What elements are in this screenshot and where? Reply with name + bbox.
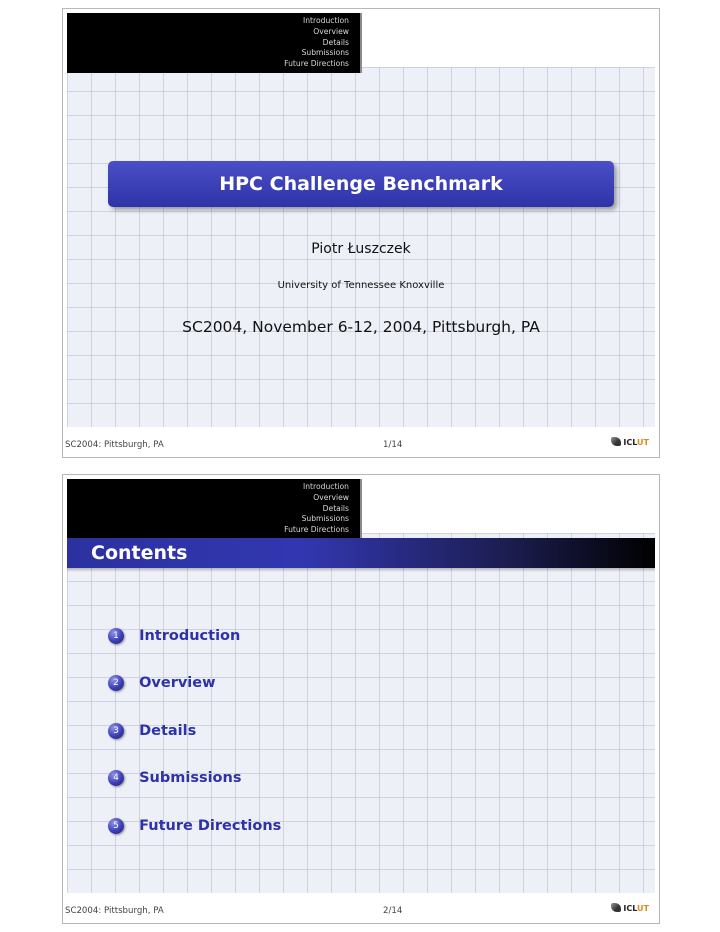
headline-divider <box>360 13 362 73</box>
toc-item-label[interactable]: Introduction <box>139 627 241 644</box>
slide-1 <box>62 8 660 458</box>
logo-icl-text: ICL <box>623 438 638 447</box>
section-number-ball-icon: 2 <box>108 675 124 691</box>
frame-title: Contents <box>91 542 188 564</box>
author-name: Piotr Łuszczek <box>311 241 411 257</box>
nav-item-submissions[interactable]: Submissions <box>301 48 349 58</box>
footer-location: SC2004: Pittsburgh, PA <box>65 440 164 450</box>
nav-item-details[interactable]: Details <box>322 37 349 47</box>
toc-item-label[interactable]: Future Directions <box>139 817 282 834</box>
slide-footer <box>63 895 659 923</box>
conference-info: SC2004, November 6-12, 2004, Pittsburgh, PA <box>182 318 540 336</box>
presentation-title: HPC Challenge Benchmark <box>108 161 614 207</box>
headline-divider <box>360 479 362 539</box>
logo-icl-text: ICL <box>623 904 638 913</box>
nav-item-overview[interactable]: Overview <box>313 492 349 502</box>
section-number-ball-icon: 1 <box>108 628 124 644</box>
icl-ut-logo <box>611 437 649 447</box>
toc-item-label[interactable]: Submissions <box>139 770 242 786</box>
navigation-headline <box>67 479 360 539</box>
navigation-headline <box>67 13 360 73</box>
logo-ut-text: UT <box>637 904 649 913</box>
section-number-ball-icon: 5 <box>108 818 124 834</box>
nav-item-future-directions[interactable]: Future Directions <box>284 525 349 535</box>
nav-item-overview[interactable]: Overview <box>313 26 349 36</box>
icl-ut-logo <box>611 903 649 913</box>
nav-item-introduction[interactable]: Introduction <box>303 16 349 25</box>
toc-item-label[interactable]: Overview <box>139 675 216 691</box>
toc-item[interactable] <box>108 768 281 816</box>
section-number-ball-icon: 3 <box>108 723 124 739</box>
table-of-contents <box>108 625 281 863</box>
slide-2 <box>62 474 660 924</box>
nav-item-future-directions[interactable]: Future Directions <box>284 59 349 69</box>
toc-item[interactable] <box>108 625 281 673</box>
nav-item-submissions[interactable]: Submissions <box>301 514 349 524</box>
logo-wing-icon <box>611 437 621 446</box>
footer-location: SC2004: Pittsburgh, PA <box>65 906 164 916</box>
nav-item-introduction[interactable]: Introduction <box>303 482 349 491</box>
toc-item[interactable] <box>108 815 281 863</box>
toc-item[interactable] <box>108 673 281 721</box>
logo-wing-icon <box>611 903 621 912</box>
logo-ut-text: UT <box>637 438 649 447</box>
toc-item[interactable] <box>108 720 281 768</box>
page-number: 1/14 <box>383 440 403 450</box>
section-number-ball-icon: 4 <box>108 770 124 786</box>
title-bar-shadow <box>67 568 655 572</box>
slide-footer <box>63 429 659 457</box>
institute-name: University of Tennessee Knoxville <box>277 280 445 291</box>
toc-item-label[interactable]: Details <box>139 722 197 739</box>
nav-item-details[interactable]: Details <box>322 503 349 513</box>
frame-title-bar <box>67 538 655 568</box>
page-number: 2/14 <box>383 906 403 916</box>
